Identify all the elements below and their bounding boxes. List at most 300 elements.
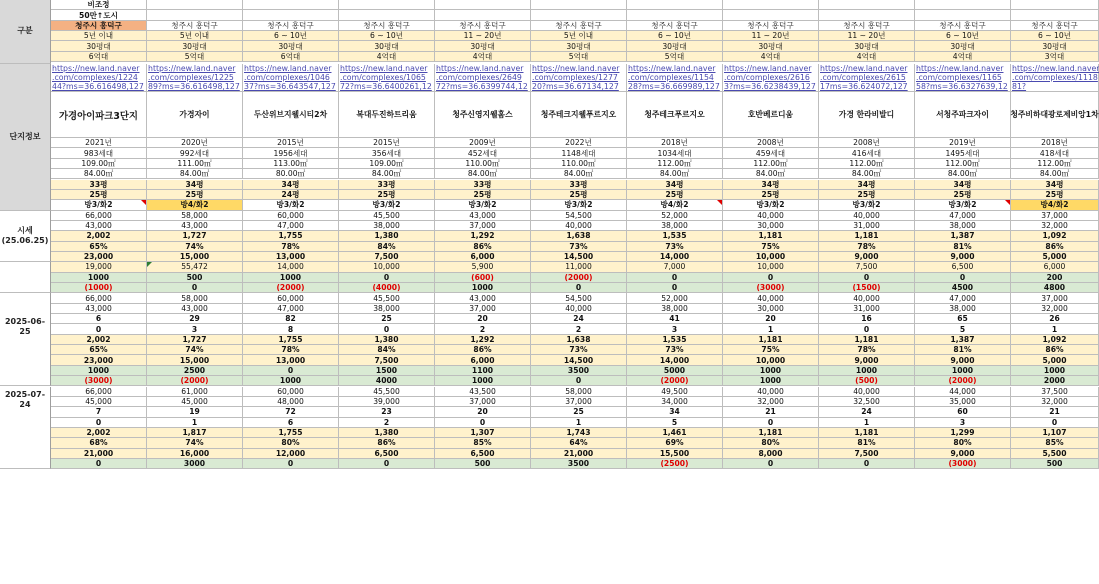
gap-cell[interactable]: (1500) bbox=[819, 283, 915, 293]
snapshot-cell[interactable]: (2000) bbox=[147, 376, 243, 386]
price-cell[interactable]: 1,755 bbox=[243, 231, 339, 241]
link-text[interactable]: https://new.land.naver bbox=[1012, 64, 1099, 74]
info-cell[interactable]: 2022년 bbox=[531, 138, 627, 148]
snapshot-cell[interactable]: 85% bbox=[1011, 438, 1099, 448]
price-cell[interactable]: 52,000 bbox=[627, 211, 723, 221]
snapshot-cell[interactable]: 2 bbox=[339, 418, 435, 428]
header-cell[interactable]: 30평대 bbox=[819, 41, 915, 51]
complex-name[interactable]: 복대두진하트리움 bbox=[339, 92, 435, 138]
snapshot-cell[interactable]: 24 bbox=[819, 407, 915, 417]
info-cell[interactable]: 1034세대 bbox=[627, 148, 723, 158]
price-cell[interactable]: 40,000 bbox=[723, 211, 819, 221]
info-cell[interactable]: 112.00㎡ bbox=[915, 159, 1011, 169]
price-cell[interactable]: 60,000 bbox=[243, 211, 339, 221]
gap-cell[interactable]: 1000 bbox=[51, 273, 147, 283]
link-text[interactable]: 28?ms=36.669989,127 bbox=[628, 82, 720, 92]
header-cell[interactable]: 30평대 bbox=[435, 41, 531, 51]
snapshot-cell[interactable]: 1000 bbox=[51, 366, 147, 376]
info-cell[interactable]: 방4/화2 bbox=[147, 200, 243, 210]
snapshot-cell[interactable]: 1000 bbox=[723, 366, 819, 376]
snapshot-cell[interactable]: 25 bbox=[531, 407, 627, 417]
info-cell[interactable]: 방3/화2 bbox=[435, 200, 531, 210]
complex-name[interactable]: 청주테크푸르지오 bbox=[627, 92, 723, 138]
snapshot-cell[interactable]: 1000 bbox=[243, 376, 339, 386]
snapshot-cell[interactable]: 2500 bbox=[147, 366, 243, 376]
complex-name[interactable]: 가경 한라비발디 bbox=[819, 92, 915, 138]
snapshot-cell[interactable]: 38,000 bbox=[915, 304, 1011, 314]
complex-name[interactable]: 가경자이 bbox=[147, 92, 243, 138]
snapshot-cell[interactable]: (3000) bbox=[51, 376, 147, 386]
info-cell[interactable]: 34평 bbox=[147, 180, 243, 190]
info-cell[interactable]: 방3/화2 bbox=[531, 200, 627, 210]
info-cell[interactable]: 2021년 bbox=[51, 138, 147, 148]
snapshot-cell[interactable]: 0 bbox=[339, 324, 435, 334]
gap-cell[interactable]: (600) bbox=[435, 273, 531, 283]
snapshot-cell[interactable]: 1,817 bbox=[147, 428, 243, 438]
header-cell[interactable]: 청주시 흥덕구 bbox=[627, 21, 723, 31]
price-cell[interactable]: 74% bbox=[147, 242, 243, 252]
price-cell[interactable]: 9,000 bbox=[915, 252, 1011, 262]
snapshot-cell[interactable]: 6,000 bbox=[435, 355, 531, 365]
snapshot-cell[interactable]: 4000 bbox=[339, 376, 435, 386]
info-cell[interactable]: 방3/화2 bbox=[51, 200, 147, 210]
snapshot-cell[interactable]: 32,500 bbox=[819, 397, 915, 407]
price-cell[interactable]: 1,380 bbox=[339, 231, 435, 241]
snapshot-cell[interactable]: 1,727 bbox=[147, 335, 243, 345]
snapshot-cell[interactable]: 1,380 bbox=[339, 428, 435, 438]
info-cell[interactable]: 84.00㎡ bbox=[819, 169, 915, 179]
header-cell[interactable]: 5억대 bbox=[627, 52, 723, 62]
price-cell[interactable]: 47,000 bbox=[243, 221, 339, 231]
snapshot-cell[interactable]: 500 bbox=[1011, 459, 1099, 469]
snapshot-cell[interactable]: 65% bbox=[51, 345, 147, 355]
snapshot-cell[interactable]: 3 bbox=[915, 418, 1011, 428]
snapshot-cell[interactable]: 1000 bbox=[723, 376, 819, 386]
snapshot-cell[interactable]: 30,000 bbox=[723, 304, 819, 314]
link-text[interactable]: .com/complexes/1154 bbox=[628, 73, 714, 83]
snapshot-cell[interactable]: 29 bbox=[147, 314, 243, 324]
link-text[interactable]: 72?ms=36.6400261,12 bbox=[340, 82, 432, 92]
snapshot-cell[interactable]: 66,000 bbox=[51, 387, 147, 397]
empty-cell[interactable] bbox=[435, 0, 531, 10]
complex-link[interactable] bbox=[1011, 64, 1099, 92]
header-cell[interactable]: 4억대 bbox=[915, 52, 1011, 62]
gap-cell[interactable]: 7,500 bbox=[819, 262, 915, 272]
header-cell[interactable]: 5년 이내 bbox=[147, 31, 243, 41]
snapshot-cell[interactable]: 0 bbox=[435, 418, 531, 428]
header-cell[interactable]: 11 ~ 20년 bbox=[819, 31, 915, 41]
gap-cell[interactable]: 0 bbox=[819, 273, 915, 283]
header-cell[interactable]: 4억대 bbox=[723, 52, 819, 62]
price-cell[interactable]: 43,000 bbox=[147, 221, 243, 231]
snapshot-cell[interactable]: 12,000 bbox=[243, 449, 339, 459]
snapshot-cell[interactable]: 84% bbox=[339, 345, 435, 355]
snapshot-cell[interactable]: 1,638 bbox=[531, 335, 627, 345]
snapshot-cell[interactable]: 0 bbox=[723, 418, 819, 428]
snapshot-cell[interactable]: 2000 bbox=[1011, 376, 1099, 386]
snapshot-cell[interactable]: 0 bbox=[723, 459, 819, 469]
header-cell[interactable]: 청주시 흥덕구 bbox=[819, 21, 915, 31]
header-cell[interactable]: 11 ~ 20년 bbox=[723, 31, 819, 41]
snapshot-cell[interactable]: 31,000 bbox=[819, 304, 915, 314]
info-cell[interactable]: 방4/화2 bbox=[1011, 200, 1099, 210]
snapshot-cell[interactable]: 44,000 bbox=[915, 387, 1011, 397]
info-cell[interactable]: 84.00㎡ bbox=[723, 169, 819, 179]
empty-cell[interactable] bbox=[1011, 0, 1099, 10]
snapshot-cell[interactable]: 1 bbox=[1011, 324, 1099, 334]
info-cell[interactable]: 1956세대 bbox=[243, 148, 339, 158]
gap-cell[interactable]: 4500 bbox=[915, 283, 1011, 293]
snapshot-cell[interactable]: 23 bbox=[339, 407, 435, 417]
header-cell[interactable]: 50만↑도시 bbox=[51, 10, 147, 20]
snapshot-cell[interactable]: 14,000 bbox=[627, 355, 723, 365]
snapshot-cell[interactable]: 2 bbox=[531, 324, 627, 334]
snapshot-cell[interactable]: 37,000 bbox=[435, 304, 531, 314]
gap-cell[interactable]: (2000) bbox=[531, 273, 627, 283]
section-label-blank[interactable] bbox=[0, 262, 51, 293]
header-cell[interactable]: 3억대 bbox=[1011, 52, 1099, 62]
info-cell[interactable]: 33평 bbox=[51, 180, 147, 190]
snapshot-cell[interactable]: 5000 bbox=[627, 366, 723, 376]
snapshot-cell[interactable]: 16,000 bbox=[147, 449, 243, 459]
snapshot-cell[interactable]: 1 bbox=[531, 418, 627, 428]
snapshot-cell[interactable]: 500 bbox=[435, 459, 531, 469]
snapshot-cell[interactable]: 37,500 bbox=[1011, 387, 1099, 397]
price-cell[interactable]: 73% bbox=[627, 242, 723, 252]
info-cell[interactable]: 34평 bbox=[243, 180, 339, 190]
snapshot-cell[interactable]: 75% bbox=[723, 345, 819, 355]
info-cell[interactable]: 84.00㎡ bbox=[435, 169, 531, 179]
price-cell[interactable]: 14,000 bbox=[627, 252, 723, 262]
snapshot-cell[interactable]: 1,292 bbox=[435, 335, 531, 345]
link-text[interactable]: 58?ms=36.6327639,12 bbox=[916, 82, 1008, 92]
snapshot-cell[interactable]: 32,000 bbox=[1011, 304, 1099, 314]
snapshot-cell[interactable]: 60,000 bbox=[243, 293, 339, 303]
info-cell[interactable]: 356세대 bbox=[339, 148, 435, 158]
gap-cell[interactable]: 0 bbox=[627, 283, 723, 293]
info-cell[interactable]: 2020년 bbox=[147, 138, 243, 148]
snapshot-cell[interactable]: 40,000 bbox=[819, 387, 915, 397]
header-cell[interactable]: 30평대 bbox=[1011, 41, 1099, 51]
info-cell[interactable]: 84.00㎡ bbox=[915, 169, 1011, 179]
gap-cell[interactable]: 1000 bbox=[243, 273, 339, 283]
snapshot-cell[interactable]: 21,000 bbox=[531, 449, 627, 459]
header-cell[interactable]: 5년 이내 bbox=[51, 31, 147, 41]
price-cell[interactable]: 9,000 bbox=[819, 252, 915, 262]
snapshot-cell[interactable]: 65 bbox=[915, 314, 1011, 324]
empty-cell[interactable] bbox=[723, 0, 819, 10]
snapshot-cell[interactable]: 47,000 bbox=[915, 293, 1011, 303]
complex-link[interactable] bbox=[531, 64, 627, 92]
snapshot-cell[interactable]: 37,000 bbox=[1011, 293, 1099, 303]
snapshot-cell[interactable]: 60 bbox=[915, 407, 1011, 417]
gap-cell[interactable]: 0 bbox=[339, 273, 435, 283]
header-cell[interactable]: 5억대 bbox=[531, 52, 627, 62]
snapshot-cell[interactable]: 6 bbox=[51, 314, 147, 324]
gap-cell[interactable]: 10,000 bbox=[339, 262, 435, 272]
header-cell[interactable]: 30평대 bbox=[51, 41, 147, 51]
header-cell[interactable]: 30평대 bbox=[531, 41, 627, 51]
snapshot-cell[interactable]: 1000 bbox=[819, 366, 915, 376]
header-cell[interactable]: 30평대 bbox=[147, 41, 243, 51]
price-cell[interactable]: 58,000 bbox=[147, 211, 243, 221]
snapshot-cell[interactable]: 7 bbox=[51, 407, 147, 417]
snapshot-cell[interactable]: 68% bbox=[51, 438, 147, 448]
header-cell[interactable]: 청주시 흥덕구 bbox=[339, 21, 435, 31]
snapshot-cell[interactable]: 80% bbox=[723, 438, 819, 448]
link-text[interactable]: .com/complexes/2616 bbox=[724, 73, 810, 83]
price-cell[interactable]: 1,092 bbox=[1011, 231, 1099, 241]
snapshot-cell[interactable]: 14,500 bbox=[531, 355, 627, 365]
snapshot-cell[interactable]: 32,000 bbox=[1011, 397, 1099, 407]
snapshot-cell[interactable]: 81% bbox=[915, 345, 1011, 355]
info-cell[interactable]: 방3/화2 bbox=[819, 200, 915, 210]
info-cell[interactable]: 112.00㎡ bbox=[627, 159, 723, 169]
snapshot-cell[interactable]: 74% bbox=[147, 438, 243, 448]
info-cell[interactable]: 25평 bbox=[147, 190, 243, 200]
info-cell[interactable]: 방3/화2 bbox=[243, 200, 339, 210]
snapshot-cell[interactable]: 38,000 bbox=[627, 304, 723, 314]
price-cell[interactable]: 37,000 bbox=[435, 221, 531, 231]
snapshot-cell[interactable]: 7,500 bbox=[819, 449, 915, 459]
complex-name[interactable]: 가경아이파크3단지 bbox=[51, 92, 147, 138]
header-cell[interactable]: 30평대 bbox=[723, 41, 819, 51]
snapshot-cell[interactable]: 5 bbox=[627, 418, 723, 428]
gap-cell[interactable]: 19,000 bbox=[51, 262, 147, 272]
gap-cell[interactable]: 7,000 bbox=[627, 262, 723, 272]
snapshot-cell[interactable]: 8 bbox=[243, 324, 339, 334]
header-cell[interactable]: 청주시 흥덕구 bbox=[51, 21, 147, 31]
price-cell[interactable]: 1,387 bbox=[915, 231, 1011, 241]
price-cell[interactable]: 7,500 bbox=[339, 252, 435, 262]
snapshot-cell[interactable]: 81% bbox=[819, 438, 915, 448]
gap-cell[interactable]: (1000) bbox=[51, 283, 147, 293]
price-cell[interactable]: 47,000 bbox=[915, 211, 1011, 221]
snapshot-cell[interactable]: 86% bbox=[435, 345, 531, 355]
info-cell[interactable]: 84.00㎡ bbox=[147, 169, 243, 179]
gap-cell[interactable]: (3000) bbox=[723, 283, 819, 293]
info-cell[interactable]: 방3/화2 bbox=[339, 200, 435, 210]
price-cell[interactable]: 86% bbox=[1011, 242, 1099, 252]
snapshot-cell[interactable]: 39,000 bbox=[339, 397, 435, 407]
snapshot-cell[interactable]: 80% bbox=[915, 438, 1011, 448]
gap-cell[interactable]: 0 bbox=[627, 273, 723, 283]
snapshot-cell[interactable]: 16 bbox=[819, 314, 915, 324]
link-text[interactable]: 81? bbox=[1012, 82, 1027, 92]
header-cell[interactable]: 6억대 bbox=[243, 52, 339, 62]
info-cell[interactable]: 24평 bbox=[243, 190, 339, 200]
snapshot-cell[interactable]: 49,500 bbox=[627, 387, 723, 397]
snapshot-cell[interactable]: 0 bbox=[819, 324, 915, 334]
info-cell[interactable]: 80.00㎡ bbox=[243, 169, 339, 179]
link-text[interactable]: .com/complexes/1065 bbox=[340, 73, 426, 83]
snapshot-cell[interactable]: 0 bbox=[51, 418, 147, 428]
header-cell[interactable]: 6 ~ 10년 bbox=[1011, 31, 1099, 41]
price-cell[interactable]: 38,000 bbox=[627, 221, 723, 231]
link-text[interactable]: .com/complexes/2615 bbox=[820, 73, 906, 83]
snapshot-cell[interactable]: 15,500 bbox=[627, 449, 723, 459]
snapshot-cell[interactable]: 0 bbox=[339, 459, 435, 469]
gap-cell[interactable]: (2000) bbox=[243, 283, 339, 293]
snapshot-cell[interactable]: 3500 bbox=[531, 459, 627, 469]
header-cell[interactable]: 5년 이내 bbox=[531, 31, 627, 41]
snapshot-cell[interactable]: (500) bbox=[819, 376, 915, 386]
snapshot-cell[interactable]: 82 bbox=[243, 314, 339, 324]
snapshot-cell[interactable]: 43,500 bbox=[435, 387, 531, 397]
header-cell[interactable]: 청주시 흥덕구 bbox=[723, 21, 819, 31]
link-text[interactable]: .com/complexes/1046 bbox=[244, 73, 330, 83]
link-text[interactable]: https://new.land.naver bbox=[724, 64, 812, 74]
snapshot-cell[interactable]: 1,181 bbox=[723, 428, 819, 438]
gap-cell[interactable]: 200 bbox=[1011, 273, 1099, 283]
link-text[interactable]: https://new.land.naver bbox=[436, 64, 524, 74]
snapshot-cell[interactable]: 1,181 bbox=[723, 335, 819, 345]
snapshot-cell[interactable]: 6,500 bbox=[339, 449, 435, 459]
info-cell[interactable]: 25평 bbox=[723, 190, 819, 200]
link-text[interactable]: .com/complexes/1277 bbox=[532, 73, 618, 83]
snapshot-cell[interactable]: 1,743 bbox=[531, 428, 627, 438]
price-cell[interactable]: 65% bbox=[51, 242, 147, 252]
gap-cell[interactable]: 10,000 bbox=[723, 262, 819, 272]
price-cell[interactable]: 75% bbox=[723, 242, 819, 252]
price-cell[interactable]: 43,000 bbox=[435, 211, 531, 221]
price-cell[interactable]: 54,500 bbox=[531, 211, 627, 221]
header-cell[interactable]: 5억대 bbox=[147, 52, 243, 62]
complex-name[interactable]: 호반베르디움 bbox=[723, 92, 819, 138]
snapshot-cell[interactable]: 78% bbox=[819, 345, 915, 355]
header-cell[interactable]: 청주시 흥덕구 bbox=[1011, 21, 1099, 31]
snapshot-cell[interactable]: 38,000 bbox=[339, 304, 435, 314]
price-cell[interactable]: 30,000 bbox=[723, 221, 819, 231]
price-cell[interactable]: 23,000 bbox=[51, 252, 147, 262]
snapshot-cell[interactable]: 1 bbox=[147, 418, 243, 428]
price-cell[interactable]: 1,181 bbox=[723, 231, 819, 241]
snapshot-cell[interactable]: (2000) bbox=[915, 376, 1011, 386]
snapshot-cell[interactable]: 54,500 bbox=[531, 293, 627, 303]
snapshot-cell[interactable]: 43,000 bbox=[51, 304, 147, 314]
price-cell[interactable]: 1,292 bbox=[435, 231, 531, 241]
snapshot-cell[interactable]: 1000 bbox=[915, 366, 1011, 376]
price-cell[interactable]: 2,002 bbox=[51, 231, 147, 241]
info-cell[interactable]: 25평 bbox=[627, 190, 723, 200]
info-cell[interactable]: 34평 bbox=[915, 180, 1011, 190]
empty-cell[interactable] bbox=[627, 0, 723, 10]
link-text[interactable]: https://new.land.naver bbox=[244, 64, 332, 74]
snapshot-cell[interactable]: 26 bbox=[1011, 314, 1099, 324]
price-cell[interactable]: 78% bbox=[243, 242, 339, 252]
info-cell[interactable]: 84.00㎡ bbox=[531, 169, 627, 179]
snapshot-cell[interactable]: 1000 bbox=[435, 376, 531, 386]
link-text[interactable]: .com/complexes/1225 bbox=[148, 73, 234, 83]
gap-cell[interactable]: 5,900 bbox=[435, 262, 531, 272]
info-cell[interactable]: 33평 bbox=[531, 180, 627, 190]
snapshot-cell[interactable]: 3 bbox=[627, 324, 723, 334]
gap-cell[interactable]: 6,500 bbox=[915, 262, 1011, 272]
info-cell[interactable]: 1148세대 bbox=[531, 148, 627, 158]
snapshot-cell[interactable]: 0 bbox=[1011, 418, 1099, 428]
gap-cell[interactable]: 55,472 bbox=[147, 262, 243, 272]
snapshot-cell[interactable]: 2,002 bbox=[51, 428, 147, 438]
gap-cell[interactable]: (4000) bbox=[339, 283, 435, 293]
info-cell[interactable]: 25평 bbox=[819, 190, 915, 200]
info-cell[interactable]: 방3/화2 bbox=[915, 200, 1011, 210]
info-cell[interactable]: 방3/화2 bbox=[723, 200, 819, 210]
link-text[interactable]: https://new.land.naver bbox=[340, 64, 428, 74]
info-cell[interactable]: 84.00㎡ bbox=[339, 169, 435, 179]
snapshot-cell[interactable]: 5,000 bbox=[1011, 355, 1099, 365]
header-cell[interactable]: 6 ~ 10년 bbox=[627, 31, 723, 41]
snapshot-cell[interactable]: 0 bbox=[51, 324, 147, 334]
gap-cell[interactable]: 0 bbox=[723, 273, 819, 283]
price-cell[interactable]: 45,500 bbox=[339, 211, 435, 221]
empty-cell[interactable] bbox=[339, 0, 435, 10]
empty-cell[interactable] bbox=[915, 0, 1011, 10]
snapshot-cell[interactable]: 45,500 bbox=[339, 387, 435, 397]
snapshot-cell[interactable]: 1,755 bbox=[243, 335, 339, 345]
link-text[interactable]: https://new.land.naver bbox=[52, 64, 140, 74]
link-text[interactable]: .com/complexes/1118 bbox=[1012, 73, 1098, 83]
info-cell[interactable]: 983세대 bbox=[51, 148, 147, 158]
snapshot-cell[interactable]: 3 bbox=[147, 324, 243, 334]
price-cell[interactable]: 66,000 bbox=[51, 211, 147, 221]
snapshot-cell[interactable]: 23,000 bbox=[51, 355, 147, 365]
info-cell[interactable]: 25평 bbox=[531, 190, 627, 200]
snapshot-cell[interactable]: 47,000 bbox=[243, 304, 339, 314]
snapshot-cell[interactable]: 0 bbox=[51, 459, 147, 469]
link-text[interactable]: https://new.land.naver bbox=[628, 64, 716, 74]
header-cell[interactable]: 청주시 흥덕구 bbox=[531, 21, 627, 31]
snapshot-cell[interactable]: 9,000 bbox=[915, 449, 1011, 459]
section-label-danji[interactable]: 단지정보 bbox=[0, 64, 51, 210]
snapshot-cell[interactable]: 32,000 bbox=[723, 397, 819, 407]
header-cell[interactable]: 6 ~ 10년 bbox=[915, 31, 1011, 41]
snapshot-cell[interactable]: 1 bbox=[723, 324, 819, 334]
price-cell[interactable]: 6,000 bbox=[435, 252, 531, 262]
gap-cell[interactable]: 0 bbox=[531, 283, 627, 293]
snapshot-cell[interactable]: 1,380 bbox=[339, 335, 435, 345]
header-cell[interactable]: 청주시 흥덕구 bbox=[915, 21, 1011, 31]
price-cell[interactable]: 1,535 bbox=[627, 231, 723, 241]
snapshot-cell[interactable]: 1,461 bbox=[627, 428, 723, 438]
link-text[interactable]: .com/complexes/1224 bbox=[52, 73, 138, 83]
price-cell[interactable]: 14,500 bbox=[531, 252, 627, 262]
price-cell[interactable]: 78% bbox=[819, 242, 915, 252]
info-cell[interactable]: 2015년 bbox=[339, 138, 435, 148]
info-cell[interactable]: 2009년 bbox=[435, 138, 531, 148]
snapshot-cell[interactable]: 45,000 bbox=[147, 397, 243, 407]
price-cell[interactable]: 31,000 bbox=[819, 221, 915, 231]
info-cell[interactable]: 84.00㎡ bbox=[627, 169, 723, 179]
info-cell[interactable]: 109.00㎡ bbox=[51, 159, 147, 169]
complex-link[interactable] bbox=[243, 64, 339, 92]
snapshot-cell[interactable]: 1,387 bbox=[915, 335, 1011, 345]
gap-cell[interactable]: 6,000 bbox=[1011, 262, 1099, 272]
price-cell[interactable]: 40,000 bbox=[819, 211, 915, 221]
price-cell[interactable]: 1,727 bbox=[147, 231, 243, 241]
price-cell[interactable]: 86% bbox=[435, 242, 531, 252]
gap-cell[interactable]: 14,000 bbox=[243, 262, 339, 272]
snapshot-cell[interactable]: 1 bbox=[819, 418, 915, 428]
snapshot-cell[interactable]: 20 bbox=[435, 407, 531, 417]
empty-cell[interactable] bbox=[147, 0, 243, 10]
snapshot-cell[interactable]: 45,500 bbox=[339, 293, 435, 303]
snapshot-cell[interactable]: (2500) bbox=[627, 459, 723, 469]
snapshot-cell[interactable]: 21,000 bbox=[51, 449, 147, 459]
snapshot-cell[interactable]: 72 bbox=[243, 407, 339, 417]
price-cell[interactable]: 84% bbox=[339, 242, 435, 252]
snapshot-cell[interactable]: 43,000 bbox=[147, 304, 243, 314]
info-cell[interactable]: 34평 bbox=[819, 180, 915, 190]
